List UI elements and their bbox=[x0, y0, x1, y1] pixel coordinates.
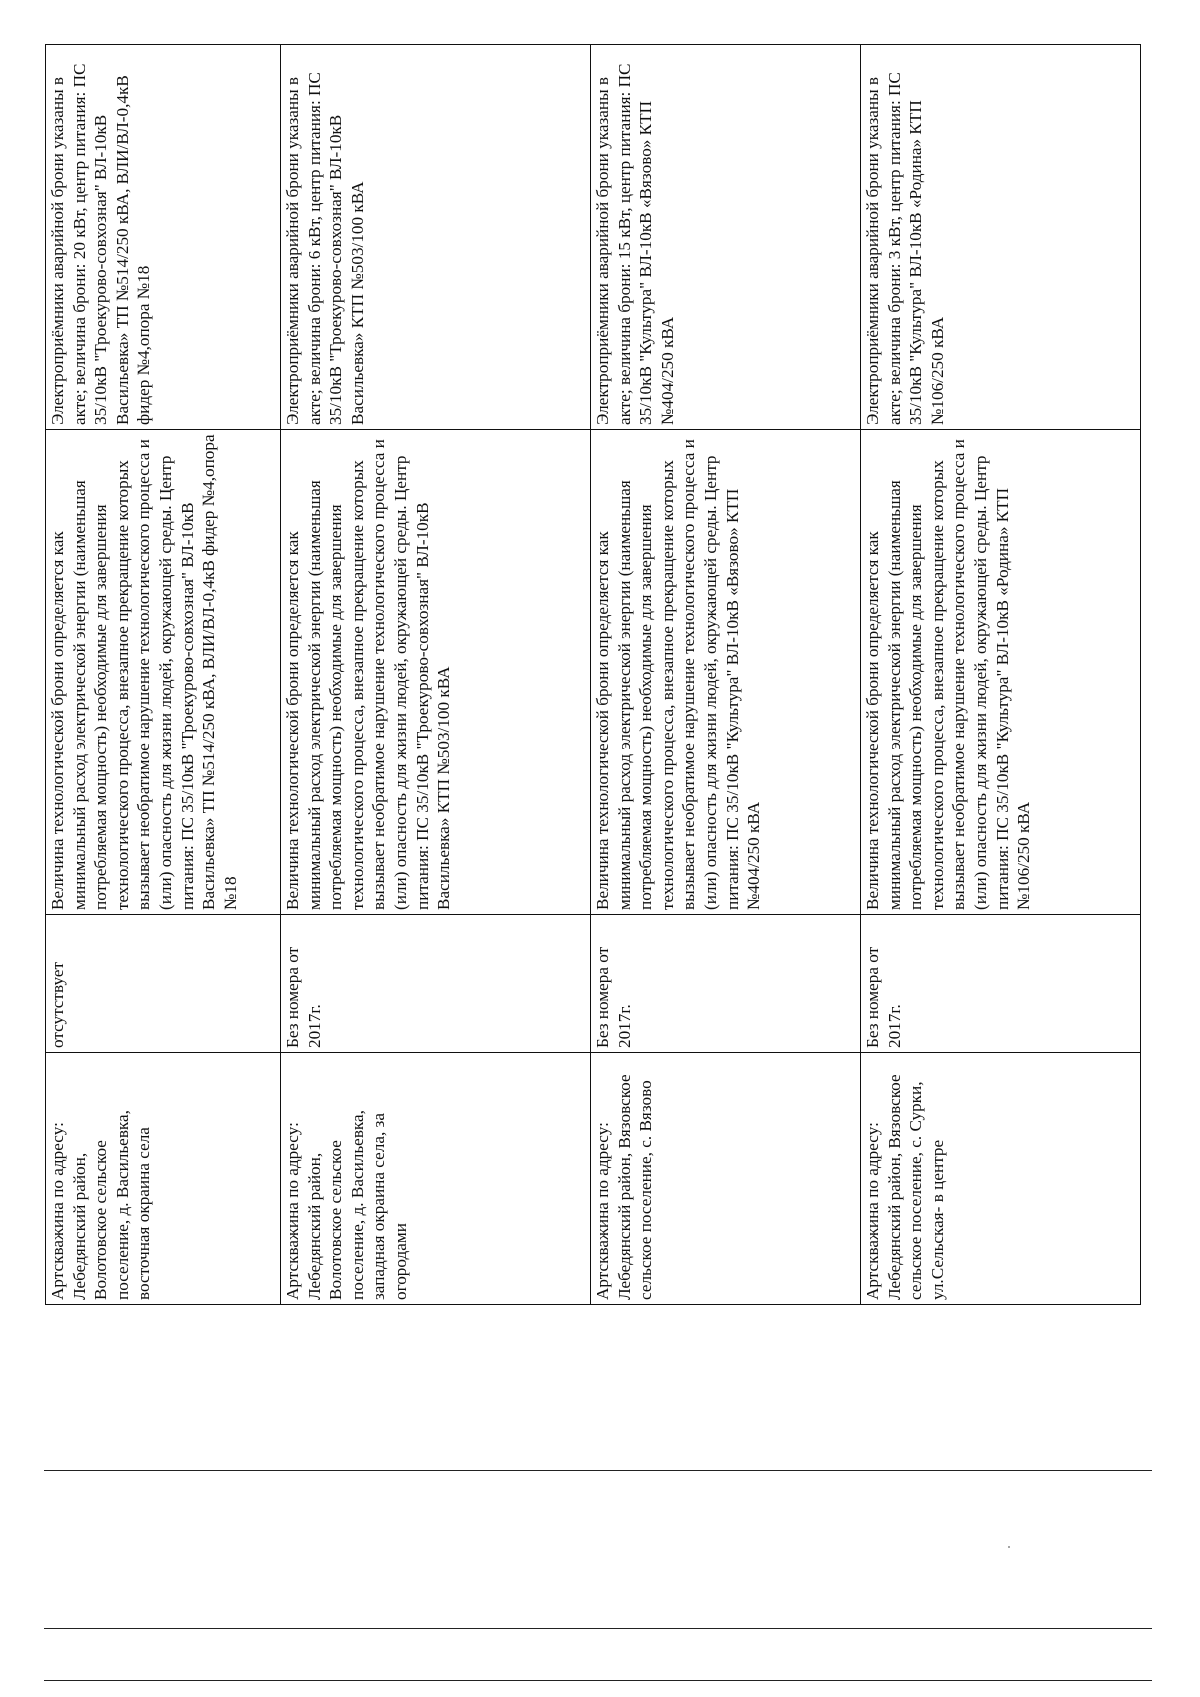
horizontal-rule bbox=[44, 1470, 1152, 1471]
table-row bbox=[46, 45, 281, 1305]
tech-reserve-cell: Величина технологической брони определяется как минимальный расход электрической энергии (наименьшая потребляемая мощность) необходимые для завершения технологического процесса, внезапное прекращение которых вызывает необратимое нарушение технологического процесса и (или) опасность для жизни людей, окружающей среды. Центр питания: ПС 35/10кВ "Троекурово-совхозная" ВЛ-10кВ Васильевка» ТП №514/250 кВА, ВЛИ/ВЛ-0,4кВ фидер №4,опора №18 bbox=[46, 430, 281, 915]
horizontal-rule bbox=[44, 1628, 1152, 1629]
table-row bbox=[591, 45, 861, 1305]
location-cell: Артскважина по адресу: Лебедянский район, Волотовское сельское поселение, д. Васильевка, восточная окраина села bbox=[46, 1053, 281, 1305]
act-number-cell: отсутствует bbox=[46, 915, 281, 1053]
act-number-cell: Без номера от 2017г. bbox=[281, 915, 591, 1053]
emergency-reserve-cell: Электроприёмники аварийной брони указаны в акте; величина брони: 6 кВт, центр питания: ПС 35/10кВ "Троекурово-совхозная" ВЛ-10кВ Васильевка» КТП №503/100 кВА bbox=[281, 45, 591, 430]
emergency-reserve-cell: Электроприёмники аварийной брони указаны в акте; величина брони: 15 кВт, центр питания: ПС 35/10кВ "Культура" ВЛ-10кВ «Вязово» КТП №404/250 кВА bbox=[591, 45, 861, 430]
location-cell: Артскважина по адресу: Лебедянский район, Вязовское сельское поселение, с. Вязово bbox=[591, 1053, 861, 1305]
table-row bbox=[861, 45, 1141, 1305]
emergency-reserve-cell: Электроприёмники аварийной брони указаны в акте; величина брони: 20 кВт, центр питания: ПС 35/10кВ "Троекурово-совхозная" ВЛ-10кВ Васильевка» ТП №514/250 кВА, ВЛИ/ВЛ-0,4кВ фидер №4,опора №18 bbox=[46, 45, 281, 430]
act-number-cell: Без номера от 2017г. bbox=[861, 915, 1141, 1053]
scan-speck bbox=[1008, 1546, 1010, 1548]
emergency-reserve-table bbox=[45, 44, 1141, 1305]
horizontal-rule bbox=[44, 1680, 1152, 1681]
location-cell: Артскважина по адресу: Лебедянский район, Вязовское сельское поселение, с. Сурки, ул.Сельская- в центре bbox=[861, 1053, 1141, 1305]
tech-reserve-cell: Величина технологической брони определяется как минимальный расход электрической энергии (наименьшая потребляемая мощность) необходимые для завершения технологического процесса, внезапное прекращение которых вызывает необратимое нарушение технологического процесса и (или) опасность для жизни людей, окружающей среды. Центр питания: ПС 35/10кВ "Культура" ВЛ-10кВ «Вязово» КТП №404/250 кВА bbox=[591, 430, 861, 915]
rotated-table-wrapper bbox=[45, 45, 1140, 1305]
table-row bbox=[281, 45, 591, 1305]
tech-reserve-cell: Величина технологической брони определяется как минимальный расход электрической энергии (наименьшая потребляемая мощность) необходимые для завершения технологического процесса, внезапное прекращение которых вызывает необратимое нарушение технологического процесса и (или) опасность для жизни людей, окружающей среды. Центр питания: ПС 35/10кВ "Троекурово-совхозная" ВЛ-10кВ Васильевка» КТП №503/100 кВА bbox=[281, 430, 591, 915]
location-cell: Артскважина по адресу: Лебедянский район, Волотовское сельское поселение, д. Васильевка, западная окраина села, за огородами bbox=[281, 1053, 591, 1305]
emergency-reserve-cell: Электроприёмники аварийной брони указаны в акте; величина брони: 3 кВт, центр питания: ПС 35/10кВ "Культура" ВЛ-10кВ «Родина» КТП №106/250 кВА bbox=[861, 45, 1141, 430]
tech-reserve-cell: Величина технологической брони определяется как минимальный расход электрической энергии (наименьшая потребляемая мощность) необходимые для завершения технологического процесса, внезапное прекращение которых вызывает необратимое нарушение технологического процесса и (или) опасность для жизни людей, окружающей среды. Центр питания: ПС 35/10кВ "Культура" ВЛ-10кВ «Родина» КТП №106/250 кВА bbox=[861, 430, 1141, 915]
act-number-cell: Без номера от 2017г. bbox=[591, 915, 861, 1053]
